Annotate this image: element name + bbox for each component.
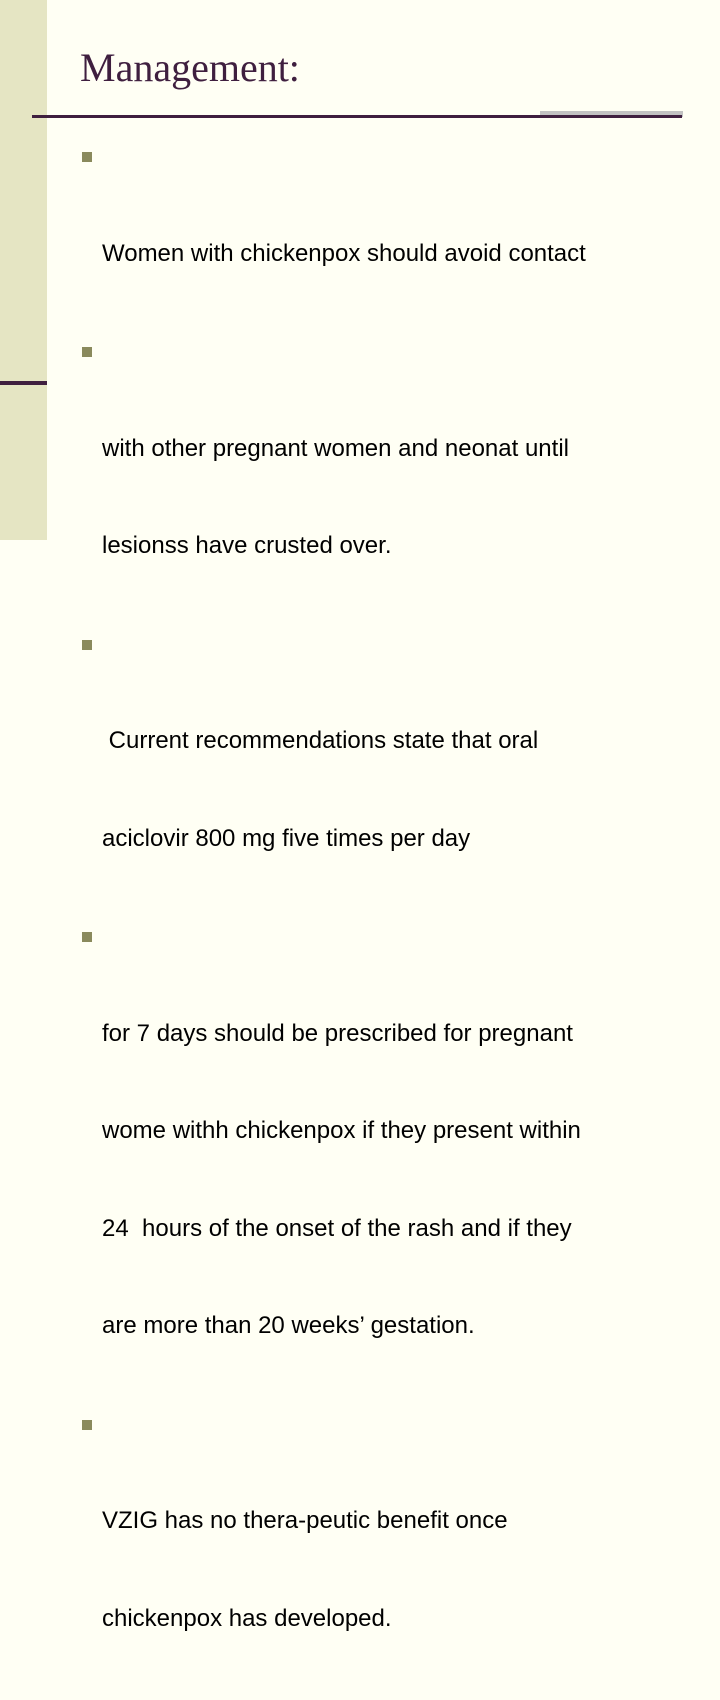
bullet-line: are more than 20 weeks’ gestation. bbox=[102, 1310, 692, 1343]
square-bullet-icon bbox=[82, 640, 92, 650]
bullet-item bbox=[82, 335, 692, 628]
slide-title: Management: bbox=[80, 42, 300, 94]
square-bullet-icon bbox=[82, 152, 92, 162]
bullet-item bbox=[82, 1408, 692, 1700]
bullet-line: aciclovir 800 mg five times per day bbox=[102, 823, 692, 856]
square-bullet-icon bbox=[82, 1420, 92, 1430]
title-underline bbox=[32, 115, 682, 118]
bullet-item bbox=[82, 920, 692, 1408]
bullet-line: with other pregnant women and neonat until bbox=[102, 433, 692, 466]
bullet-line: Current recommendations state that oral bbox=[102, 725, 692, 758]
bullet-line: 24 hours of the onset of the rash and if they bbox=[102, 1213, 692, 1246]
square-bullet-icon bbox=[82, 932, 92, 942]
bullet-item bbox=[82, 140, 692, 335]
sidebar-band bbox=[0, 0, 47, 540]
bullet-line: chickenpox has developed. bbox=[102, 1603, 692, 1636]
bullet-line: for 7 days should be prescribed for pregnant bbox=[102, 1018, 692, 1051]
square-bullet-icon bbox=[82, 347, 92, 357]
sidebar-accent-bar bbox=[0, 381, 47, 385]
bullet-line: Women with chickenpox should avoid contact bbox=[102, 238, 692, 271]
bullet-list bbox=[82, 140, 692, 1700]
bullet-line: lesionss have crusted over. bbox=[102, 530, 692, 563]
bullet-line: VZIG has no thera-peutic benefit once bbox=[102, 1505, 692, 1538]
bullet-item bbox=[82, 628, 692, 921]
bullet-line: wome withh chickenpox if they present within bbox=[102, 1115, 692, 1148]
